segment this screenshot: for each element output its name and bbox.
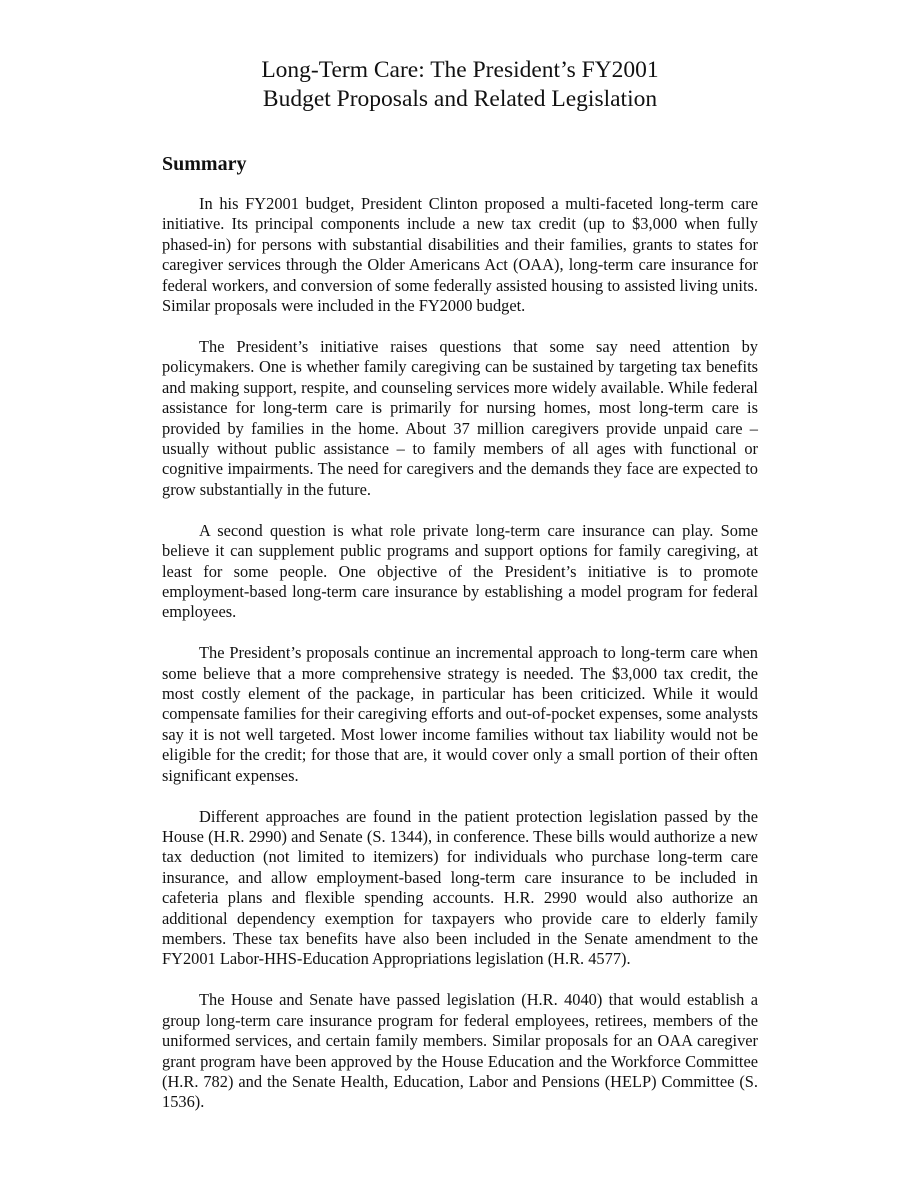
title-line-2: Budget Proposals and Related Legislation [262,86,658,112]
section-heading: Summary [162,153,247,175]
paragraph: In his FY2001 budget, President Clinton proposed a multi-faceted long-term care initiative. Its principal components include a new tax credit (up to $3,000 when fully phased-in) for persons with substantial disabilities and their families, grants to states for caregiver services through the Older Americans Act (OAA), long-term care insurance for federal workers, and conversion of some federally assisted housing to assisted living units. Similar proposals were included in the FY2000 budget. [162,194,758,316]
paragraph: The President’s proposals continue an incremental approach to long-term care when some believe that a more comprehensive strategy is needed. The $3,000 tax credit, the most costly element of the package, in particular has been criticized. While it would compensate families for their caregiving efforts and out-of-pocket expenses, some analysts say it is not well targeted. Most lower income families without tax liability would not be eligible for the credit; for those that are, it would cover only a small portion of their often significant expenses. [162,643,758,785]
document-title [160,56,760,114]
paragraph: A second question is what role private long-term care insurance can play. Some believe it can supplement public programs and support options for family caregiving, at least for some people. One objective of the President’s initiative is to promote employment-based long-term care insurance by establishing a model program for federal employees. [162,520,758,622]
paragraph: The President’s initiative raises questions that some say need attention by policymakers. One is whether family caregiving can be sustained by targeting tax benefits and making support, respite, and counseling services more widely available. While federal assistance for long-term care is primarily for nursing homes, most long-term care is provided by families in the home. About 37 million caregivers provide unpaid care – usually without public assistance – to family members of all ages with functional or cognitive impairments. The need for caregivers and the demands they face are expected to grow substantially in the future. [162,336,758,499]
paragraph: Different approaches are found in the patient protection legislation passed by the House (H.R. 2990) and Senate (S. 1344), in conference. These bills would authorize a new tax deduction (not limited to itemizers) for individuals who purchase long-term care insurance, and allow employment-based long-term care insurance to be included in cafeteria plans and flexible spending accounts. H.R. 2990 would also authorize an additional dependency exemption for taxpayers who provide care to elderly family members. These tax benefits have also been included in the Senate amendment to the FY2001 Labor-HHS-Education Appropriations legislation (H.R. 4577). [162,806,758,969]
title-line-1: Long-Term Care: The President’s FY2001 [261,57,659,83]
summary-body [162,194,758,1133]
paragraph: The House and Senate have passed legislation (H.R. 4040) that would establish a group long-term care insurance program for federal employees, retirees, members of the uniformed services, and certain family members. Similar proposals for an OAA caregiver grant program have been approved by the House Education and the Workforce Committee (H.R. 782) and the Senate Health, Education, Labor and Pensions (HELP) Committee (S. 1536). [162,990,758,1112]
